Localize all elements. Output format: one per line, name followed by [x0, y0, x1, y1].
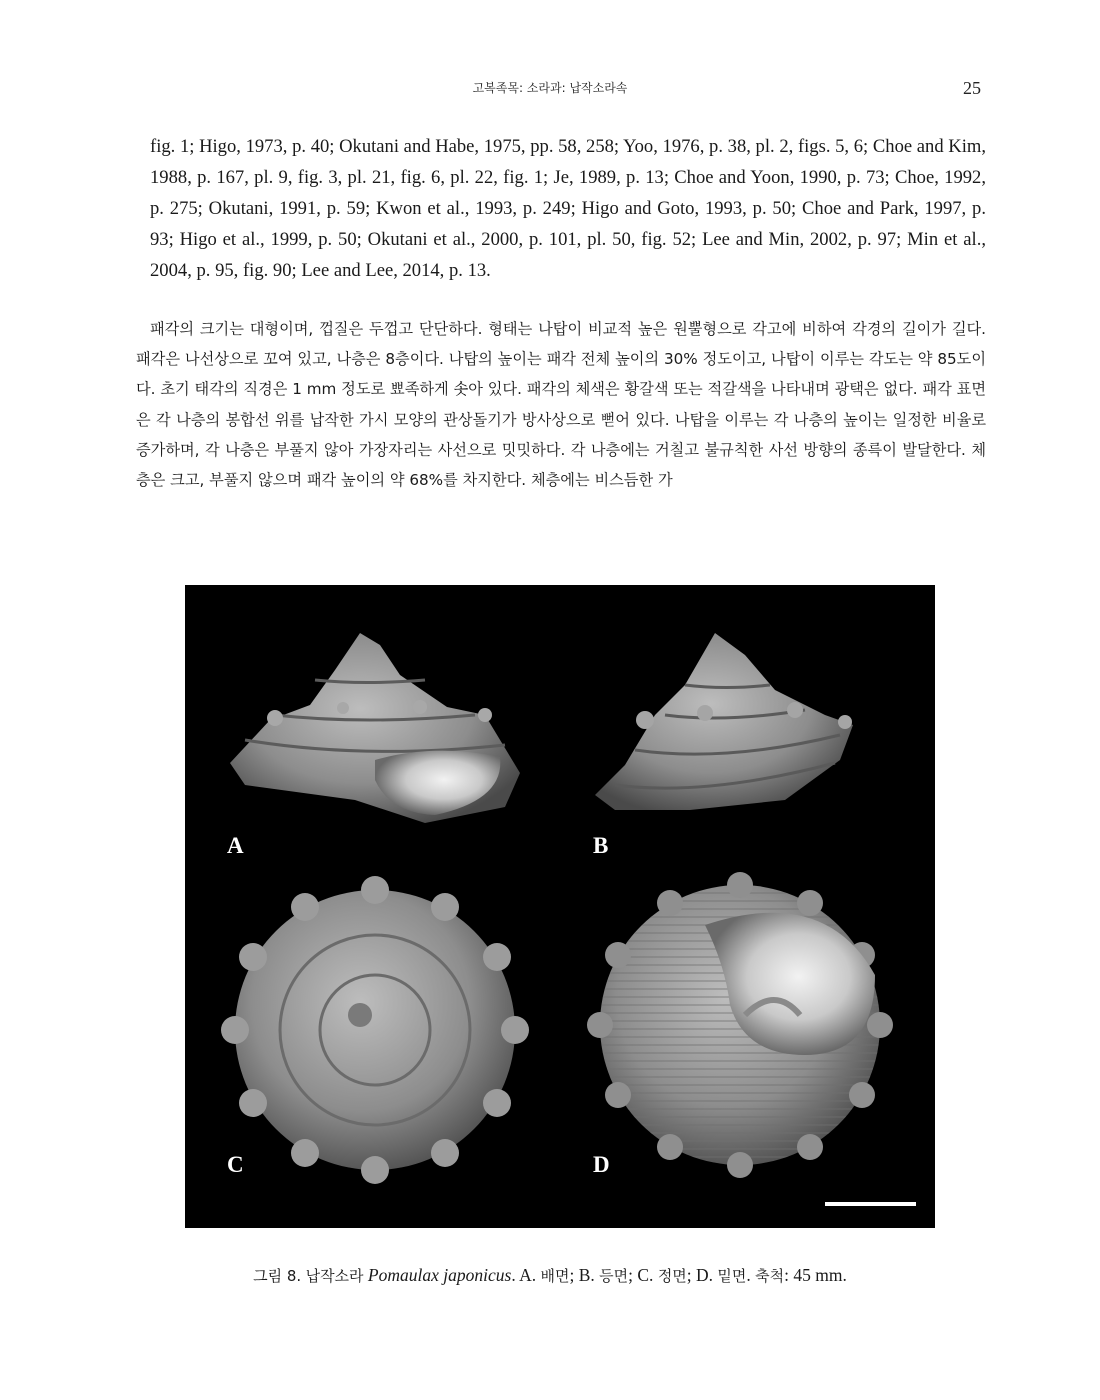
- caption-text-c: ; C.: [628, 1265, 658, 1285]
- shell-view-b: [595, 633, 853, 810]
- panel-label-d: D: [593, 1152, 610, 1177]
- running-head: 고복족목: 소라과: 납작소라속: [472, 81, 628, 95]
- shell-view-c: [221, 876, 529, 1184]
- scale-bar: [825, 1202, 916, 1206]
- page-number: 25: [963, 78, 981, 98]
- caption-prefix: 그림 8.: [253, 1267, 302, 1285]
- panel-label-b: B: [593, 833, 609, 858]
- figure-caption: [0, 1265, 1100, 1286]
- caption-scale: : 45 mm.: [784, 1265, 847, 1285]
- caption-common-name: 납작소라: [305, 1267, 364, 1285]
- panel-label-a: A: [227, 833, 244, 858]
- caption-species: Pomaulax japonicus: [367, 1265, 512, 1285]
- references-paragraph: fig. 1; Higo, 1973, p. 40; Okutani and Habe, 1975, pp. 58, 258; Yoo, 1976, p. 38, pl. 2, figs. 5, 6; Choe and Kim, 1988, p. 167, pl. 9, fig. 3, pl. 21, fig. 6, pl. 22, fig. 1; Je, 1989, p. 13; Choe and Yoon, 1990, p. 73; Choe, 1992, p. 275; Okutani, 1991, p. 59; Kwon et al., 1993, p. 249; Higo and Goto, 1993, p. 50; Choe and Park, 1997, p. 93; Higo et al., 1999, p. 50; Okutani et al., 2000, p. 101, pl. 50, fig. 52; Lee and Min, 2002, p. 97; Min et al., 2004, p. 95, fig. 90; Lee and Lee, 2014, p. 13.: [150, 136, 986, 281]
- caption-ko-e: 축척: [755, 1267, 785, 1285]
- caption-ko-b: 등면: [599, 1267, 629, 1285]
- figure-plate: [185, 585, 935, 1228]
- description-paragraph: 패각의 크기는 대형이며, 껍질은 두껍고 단단하다. 형태는 나탑이 비교적 높은 원뿔형으로 각고에 비하여 각경의 길이가 길다. 패각은 나선상으로 꼬여 있고, 나층은 8층이다. 나탑의 높이는 패각 전체 높이의 30% 정도이고, 나탑이 이루는 각도는 약 85도이다. 초기 태각의 직경은 1 mm 정도로 뾰족하게 솟아 있다. 패각의 체색은 황갈색 또는 적갈색을 나타내며 광택은 없다. 패각 표면은 각 나층의 봉합선 위를 납작한 가시 모양의 관상돌기가 방사상으로 뻗어 있다. 나탑을 이루는 각 나층의 높이는 일정한 비율로 증가하며, 각 나층은 부풀지 않아 가장자리는 사선으로 밋밋하다. 각 나층에는 거칠고 불규칙한 사선 방향의 종륵이 발달한다. 체층은 크고, 부풀지 않으며 패각 높이의 약 68%를 차지한다. 체층에는 비스듬한 가: [136, 320, 986, 490]
- caption-ko-d: 밑면: [717, 1267, 747, 1285]
- caption-text-d: ; D.: [686, 1265, 718, 1285]
- shell-view-d: [587, 872, 893, 1178]
- shell-photographs: [185, 585, 935, 1228]
- caption-text-b: ; B.: [569, 1265, 600, 1285]
- caption-ko-a: 배면: [540, 1267, 570, 1285]
- shell-view-a: [230, 633, 520, 823]
- caption-text-e: .: [746, 1265, 756, 1285]
- caption-text-a: . A.: [511, 1265, 541, 1285]
- panel-label-c: C: [227, 1152, 244, 1177]
- caption-ko-c: 정면: [657, 1267, 687, 1285]
